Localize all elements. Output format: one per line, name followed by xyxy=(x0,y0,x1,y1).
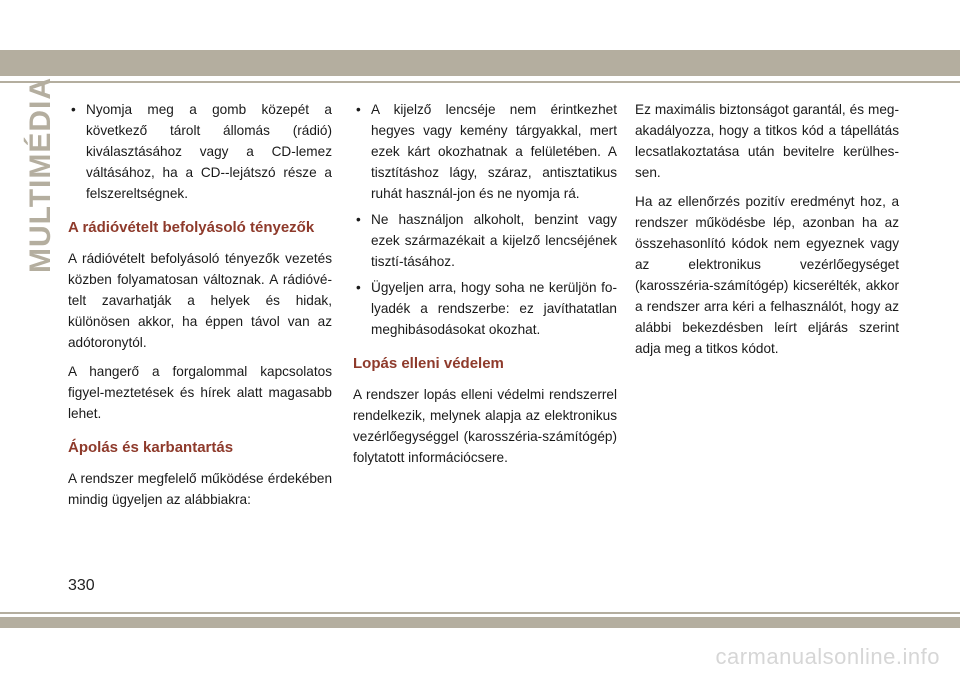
list-item: • Nyomja meg a gomb közepét a következő tárolt állomás (rádió) kiválasztásához vagy a CD-lemez váltásához, ha a CD--lejátszó része a felszereltségnek. xyxy=(68,99,332,204)
bullet-icon: • xyxy=(356,212,361,227)
paragraph: A rendszer megfelelő működése érdekében mindig ügyeljen az alábbiakra: xyxy=(68,471,332,507)
bullet-icon: • xyxy=(356,280,361,295)
paragraph: Ha az ellenőrzés pozitív eredményt hoz, a rendszer működésbe lép, azonban ha az összehasonlító kódok nem egyeznek vagy az elektronikus vezérlőegységet (karosszéria-számítógép) kicserélték, akkor a rendszer arra kéri a felhasználót, hogy az alábbi bekezdésben leírt eljárás szerint adja meg a titkos kódot. xyxy=(635,194,899,356)
header-rule xyxy=(0,81,960,83)
column-3 xyxy=(635,99,899,367)
footer-bar xyxy=(0,617,960,628)
header-bar xyxy=(0,50,960,76)
bullet-list-2 xyxy=(353,99,617,340)
top-white-band xyxy=(0,0,960,50)
bullet-icon: • xyxy=(71,102,76,117)
paragraph: A rádióvételt befolyásoló tényezők vezetés közben folyamatosan változnak. A rádióvé-telt zavarhatják a helyek és hidak, különösen akkor, ha éppen távol van az adótoronytól. xyxy=(68,251,332,350)
list-item: • A kijelző lencséje nem érintkezhet hegyes vagy kemény tárgyakkal, mert ezek kárt okozhatnak a felületében. A tisztításhoz lágy, száraz, antisztatikus ruhát használ-jon és ne nyomja rá. xyxy=(353,99,617,204)
page-number: 330 xyxy=(68,577,95,594)
bullet-list-1 xyxy=(68,99,332,204)
paragraph: A rendszer lopás elleni védelmi rendszerrel rendelkezik, melynek alapja az elektronikus vezérlőegységgel (karosszéria-számítógép) folytatott információcsere. xyxy=(353,387,617,465)
list-item: • Ne használjon alkoholt, benzint vagy ezek származékait a kijelző lencséjének tisztí-tásához. xyxy=(353,209,617,272)
section-side-label xyxy=(24,76,58,274)
footer-rule xyxy=(0,612,960,614)
section-heading-care: Ápolás és karbantartás xyxy=(68,439,234,456)
bullet-icon: • xyxy=(356,102,361,117)
watermark: carmanualsonline.info xyxy=(715,644,940,669)
column-1 xyxy=(68,99,332,518)
column-2 xyxy=(353,99,617,476)
section-heading-reception: A rádióvételt befolyásoló tényezők xyxy=(68,219,315,236)
section-heading-anti-theft: Lopás elleni védelem xyxy=(353,355,504,372)
list-item: • Ügyeljen arra, hogy soha ne kerüljön fo-lyadék a rendszerbe: ez javíthatatlan meghibásodásokat okozhat. xyxy=(353,277,617,340)
paragraph: A hangerő a forgalommal kapcsolatos figyel-meztetések és hírek alatt magasabb lehet. xyxy=(68,364,332,421)
paragraph: Ez maximális biztonságot garantál, és meg-akadályozza, hogy a titkos kód a tápellátás lecsatlakoztatása után bevitelre kerülhes-sen. xyxy=(635,102,899,180)
section-side-label-text: MULTIMÉDIA xyxy=(24,76,57,274)
